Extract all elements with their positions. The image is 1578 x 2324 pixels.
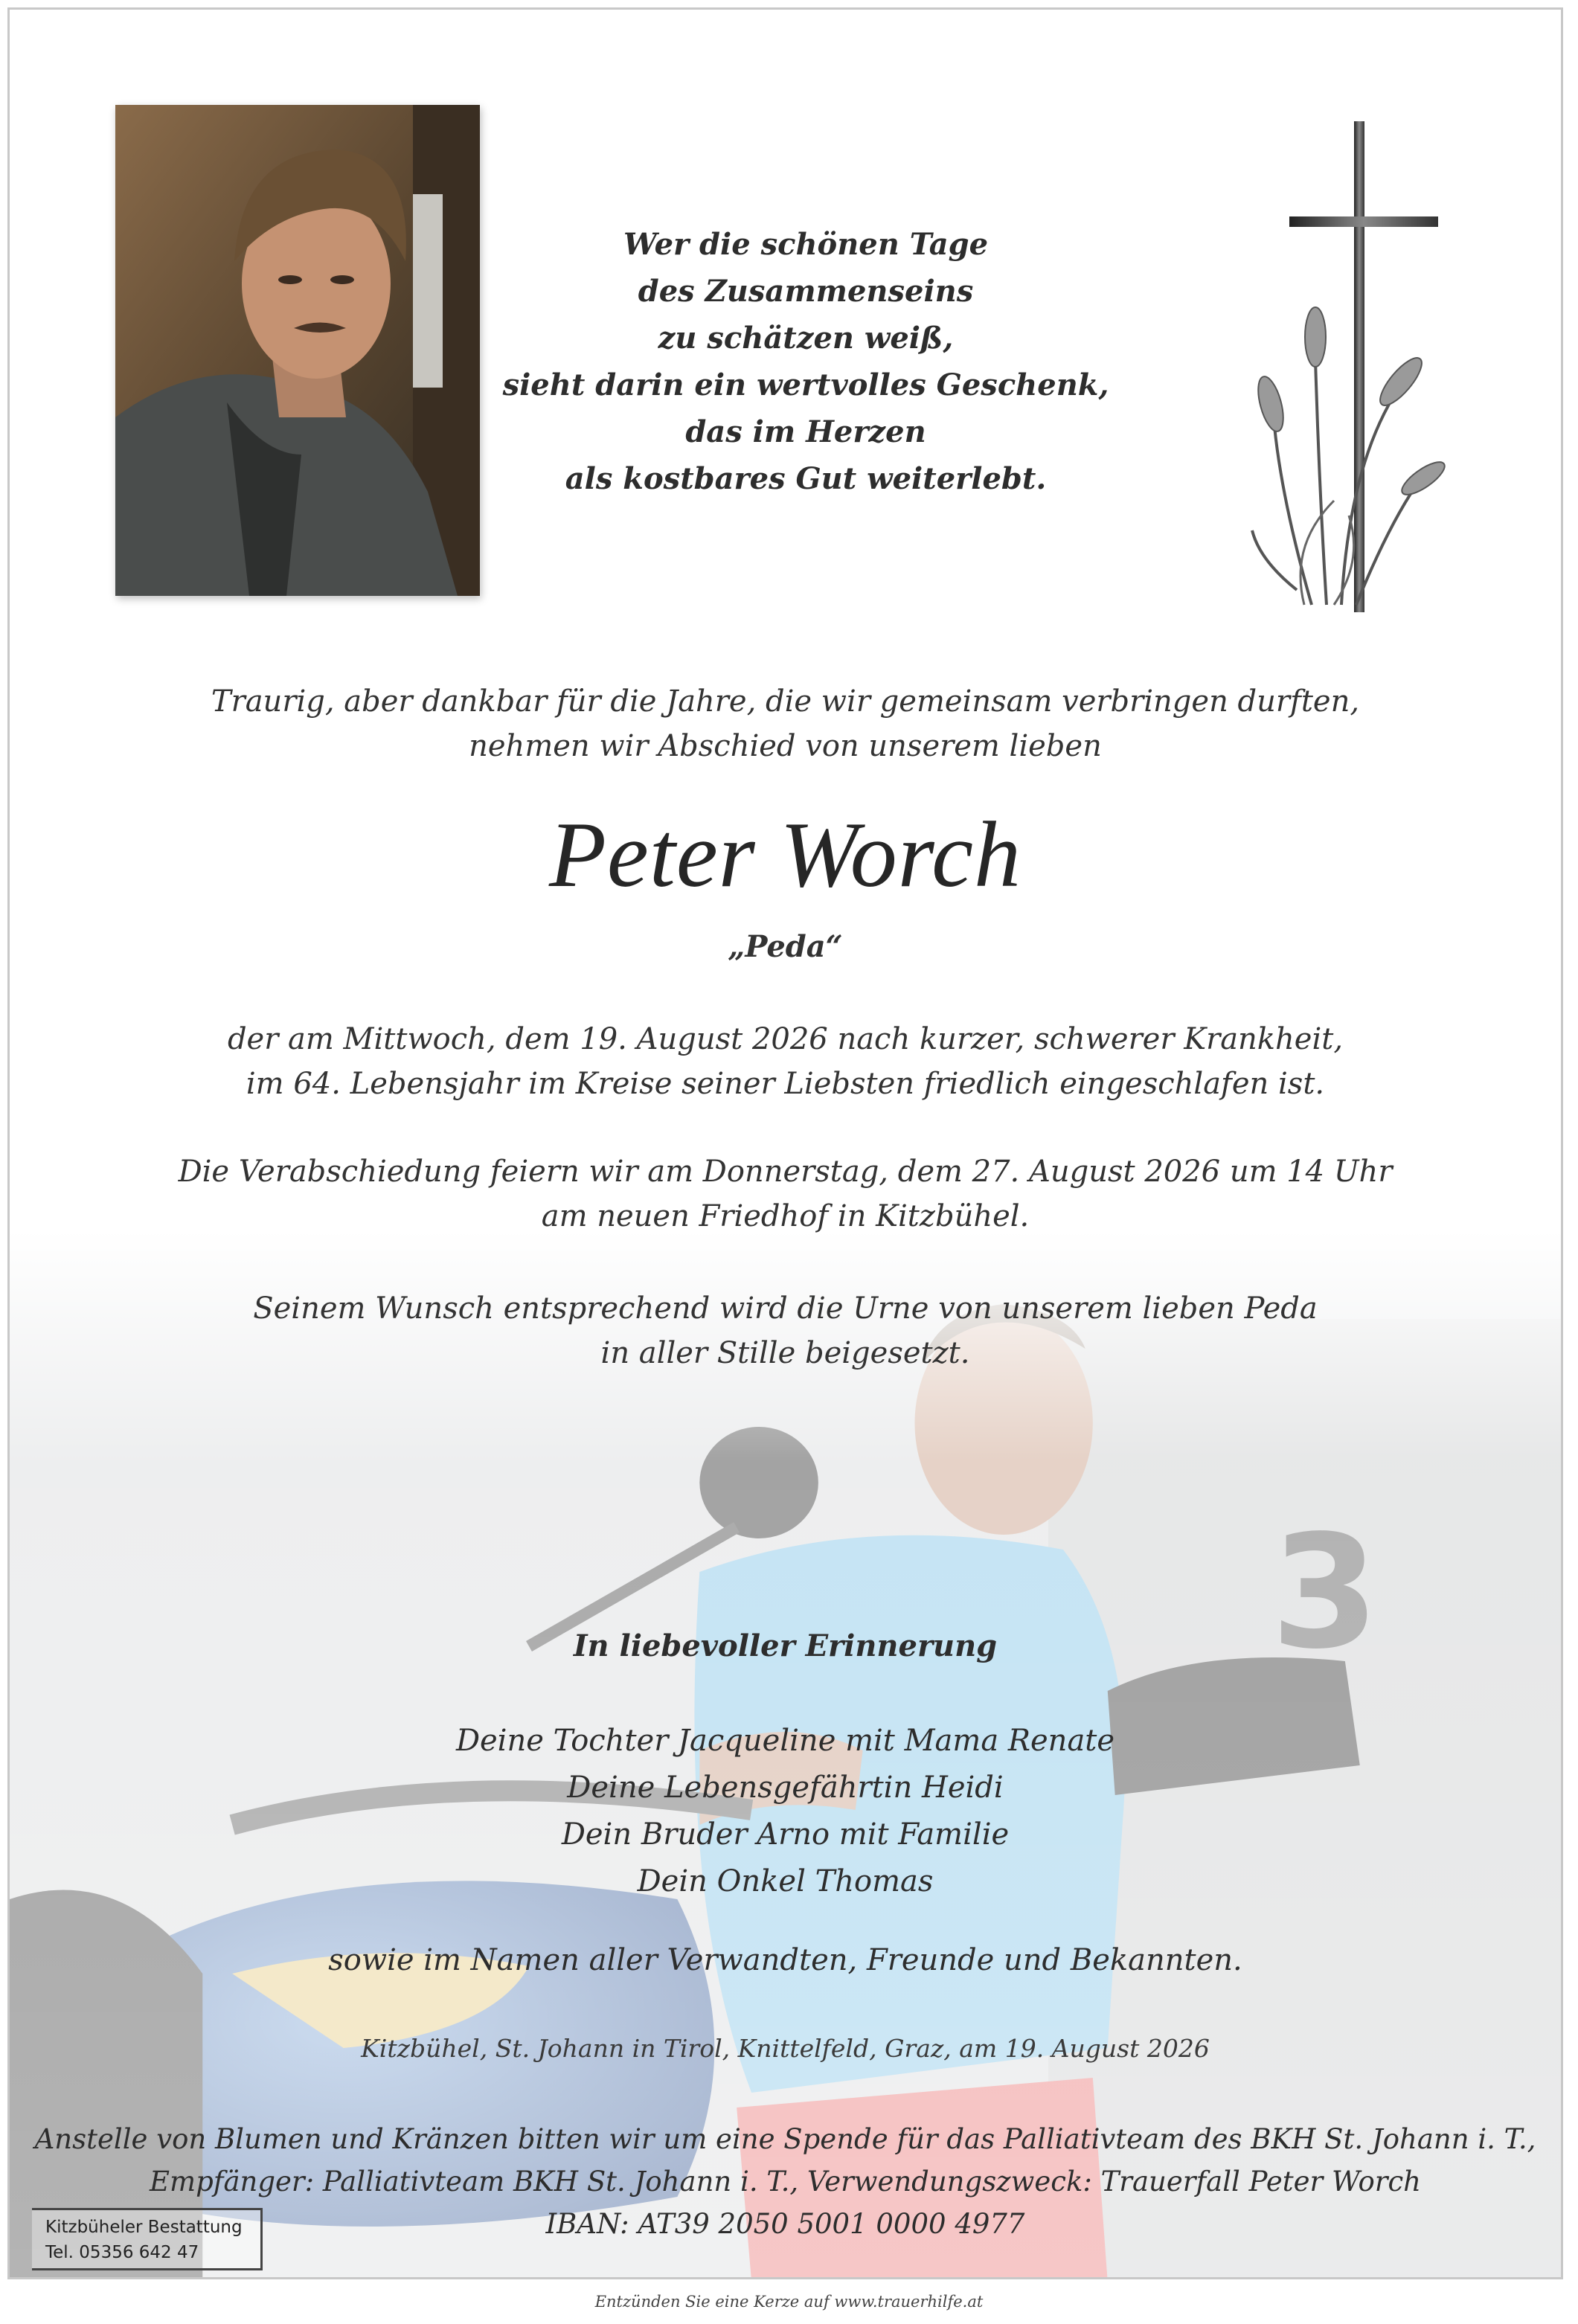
cross-with-wheat-icon — [1237, 114, 1460, 620]
poem-line: des Zusammenseins — [638, 274, 974, 309]
portrait-photo — [115, 105, 480, 596]
death-info-line: im 64. Lebensjahr im Kreise seiner Liebsten friedlich eingeschlafen ist. — [246, 1067, 1325, 1101]
memory-heading: In liebevoller Erinnerung — [573, 1628, 998, 1663]
places-date: Kitzbühel, St. Johann in Tirol, Knittelfeld, Graz, am 19. August 2026 — [361, 2034, 1210, 2063]
undertaker-box — [32, 2208, 263, 2270]
undertaker-phone: Tel. 05356 642 47 — [45, 2243, 199, 2262]
intro-line: Traurig, aber dankbar für die Jahre, die wir gemeinsam verbringen durften, — [211, 684, 1360, 719]
donation-line: Anstelle von Blumen und Kränzen bitten wir um eine Spende für das Palliativteam des BKH St. Johann i. T., — [34, 2123, 1536, 2155]
intro-text — [10, 679, 1561, 768]
footer-link[interactable]: Entzünden Sie eine Kerze auf www.trauerhilfe.at — [594, 2293, 984, 2311]
poem-line: als kostbares Gut weiterlebt. — [565, 461, 1047, 496]
family-member: Dein Bruder Arno mit Familie — [561, 1817, 1010, 1852]
farewell-info — [10, 1149, 1561, 1239]
family-list — [10, 1718, 1561, 1905]
relatives-line: sowie im Namen aller Verwandten, Freunde und Bekannten. — [328, 1943, 1242, 1977]
poem — [486, 221, 1126, 502]
family-member: Deine Tochter Jacqueline mit Mama Renate — [455, 1724, 1115, 1758]
urn-line: in aller Stille beigesetzt. — [600, 1336, 970, 1370]
poem-line: sieht darin ein wertvolles Geschenk, — [502, 367, 1109, 402]
farewell-line: Die Verabschiedung feiern wir am Donnerstag, dem 27. August 2026 um 14 Uhr — [178, 1155, 1393, 1189]
poem-line: Wer die schönen Tage — [623, 227, 989, 262]
undertaker-name: Kitzbüheler Bestattung — [45, 2218, 243, 2237]
notice-frame — [7, 7, 1563, 2279]
farewell-line: am neuen Friedhof in Kitzbühel. — [541, 1199, 1030, 1233]
family-member: Dein Onkel Thomas — [637, 1864, 934, 1898]
donation-iban: IBAN: AT39 2050 5001 0000 4977 — [545, 2208, 1025, 2240]
deceased-name: Peter Worch — [548, 803, 1022, 907]
poem-line: das im Herzen — [685, 414, 926, 449]
deceased-nickname: „Peda“ — [728, 929, 843, 964]
death-info — [10, 1017, 1561, 1106]
poem-line: zu schätzen weiß, — [658, 321, 954, 356]
intro-line: nehmen wir Abschied von unserem lieben — [469, 729, 1102, 763]
urn-info — [10, 1286, 1561, 1376]
family-member: Deine Lebensgefährtin Heidi — [567, 1771, 1004, 1805]
urn-line: Seinem Wunsch entsprechend wird die Urne von unserem lieben Peda — [253, 1291, 1318, 1326]
donation-line: Empfänger: Palliativteam BKH St. Johann i. T., Verwendungszweck: Trauerfall Peter Worch — [149, 2166, 1422, 2198]
death-info-line: der am Mittwoch, dem 19. August 2026 nach kurzer, schwerer Krankheit, — [227, 1022, 1344, 1056]
